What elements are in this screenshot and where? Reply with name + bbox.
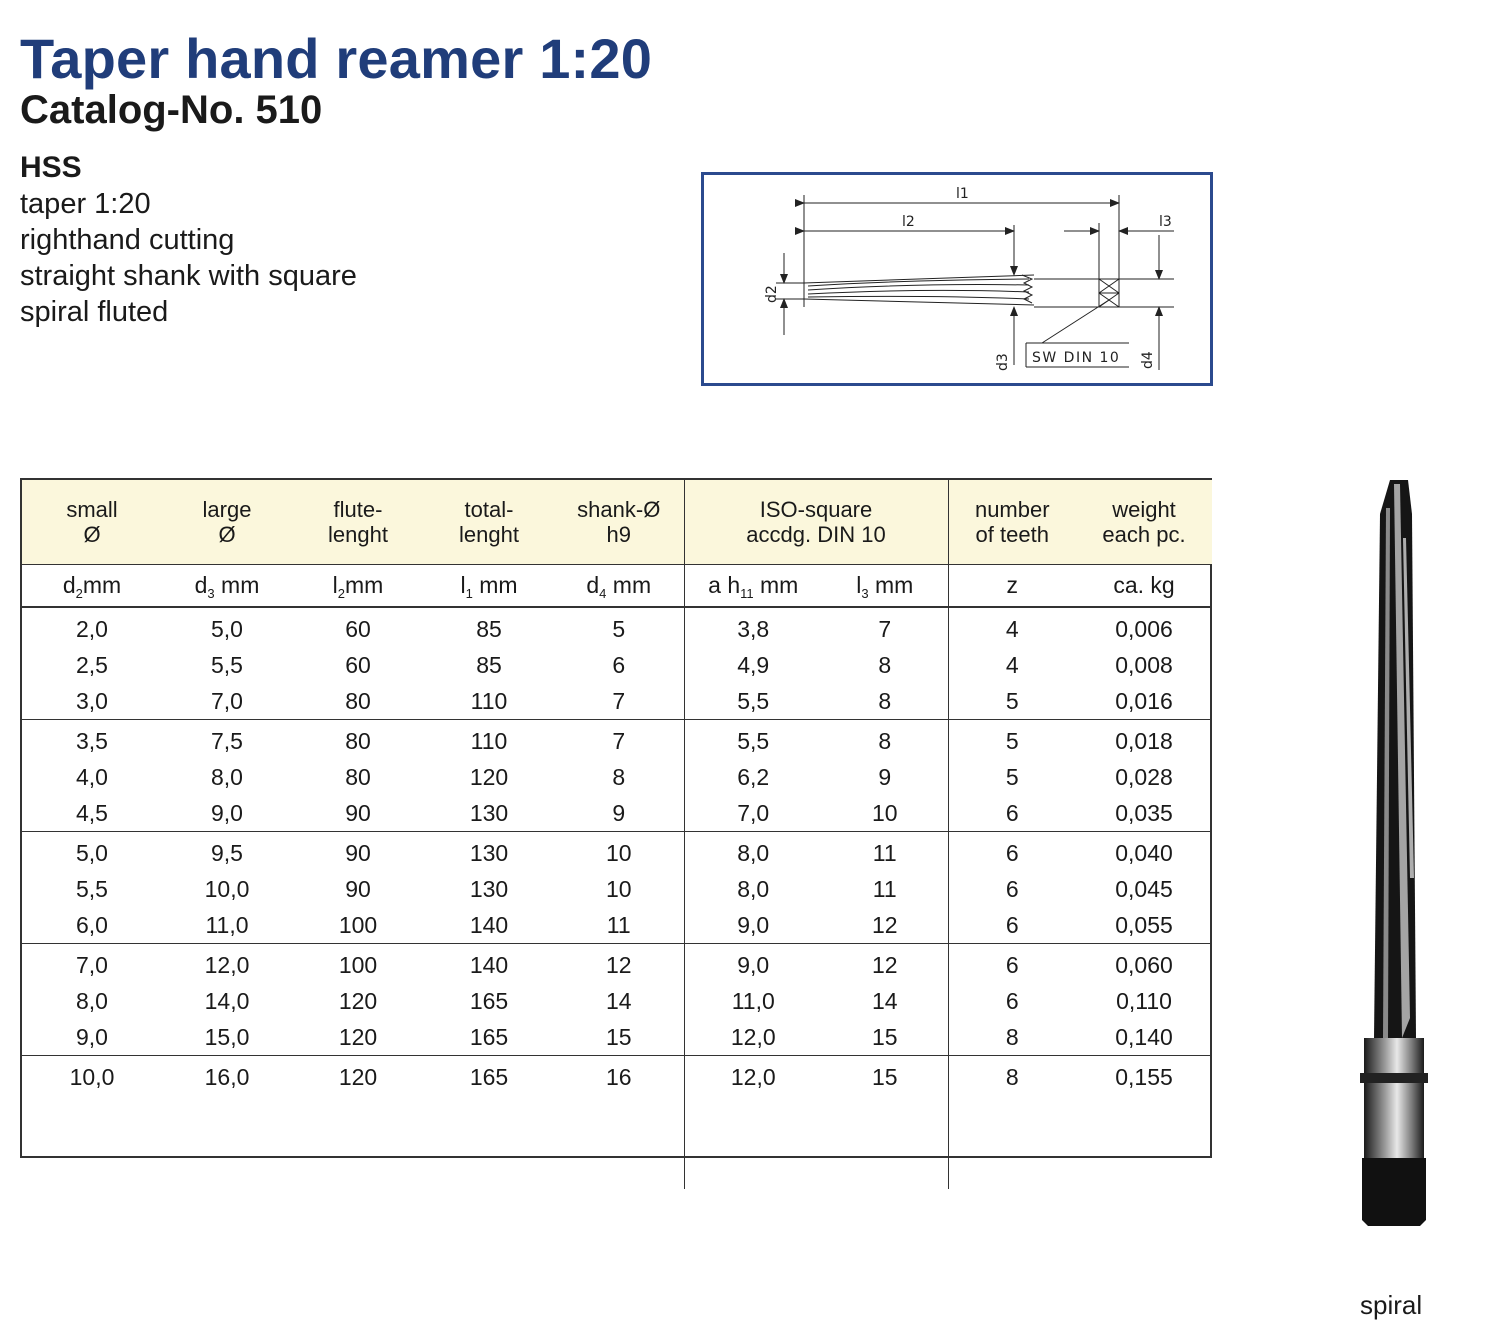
cell-d2: 4,5: [22, 795, 162, 832]
cell-l3: 14: [822, 983, 948, 1019]
cell-d4: 5: [554, 607, 684, 647]
table-row: [22, 683, 1212, 720]
table-row: [22, 759, 1212, 795]
cell-z: 4: [1005, 651, 1019, 678]
spec-list: [20, 150, 357, 330]
table-row: [22, 795, 1212, 832]
cell-weight: 0,035: [1076, 795, 1212, 832]
square-standard-label: SW DIN 10: [1032, 350, 1121, 366]
cell-weight: 0,140: [1076, 1019, 1212, 1056]
cell-weight: 0,008: [1115, 651, 1173, 678]
cell-a: 12,0: [730, 1063, 776, 1090]
cell-l3: 12: [822, 907, 948, 944]
cell-a: 8,0: [737, 875, 770, 902]
unit-z: z: [948, 565, 1076, 608]
header-small-diameter: small Ø: [22, 480, 162, 565]
cell-weight: 0,018: [1115, 727, 1173, 754]
cell-d4: 14: [554, 983, 684, 1019]
cell-d4: 7: [554, 683, 684, 720]
cell-l2: 80: [345, 763, 371, 790]
header-shank-diameter: shank-Ø h9: [554, 480, 684, 565]
cell-l1: 120: [469, 763, 509, 790]
table-filler-row: [22, 1095, 1212, 1189]
technical-drawing: [701, 172, 1213, 386]
cell-d2: 8,0: [76, 987, 108, 1014]
reamer-photo: [1350, 478, 1440, 1230]
empty-cell: [554, 1095, 684, 1189]
cell-a: 9,0: [684, 907, 822, 944]
cell-d4: 6: [554, 647, 684, 683]
cell-weight: 0,155: [1115, 1063, 1173, 1090]
cell-a: 12,0: [684, 1019, 822, 1056]
empty-cell: [684, 1095, 822, 1189]
cell-z: 5: [1005, 763, 1019, 790]
cell-l3: 11: [822, 871, 948, 907]
header-number-of-teeth: number of teeth: [948, 480, 1076, 565]
cell-d4: 15: [554, 1019, 684, 1056]
cell-weight: 0,060: [1115, 951, 1173, 978]
cell-a: 5,5: [684, 683, 822, 720]
cell-d3: 5,5: [211, 651, 243, 678]
header-weight: weight each pc.: [1076, 480, 1212, 565]
cell-l1: 85: [476, 615, 502, 642]
cell-d3: 7,5: [211, 727, 243, 754]
cell-z: 8: [1005, 1063, 1019, 1090]
cell-l1: 165: [469, 987, 509, 1014]
cell-d3: 10,0: [204, 875, 250, 902]
cell-l2: 60: [345, 615, 371, 642]
spec-line: spiral fluted: [20, 296, 169, 328]
empty-cell: [424, 1095, 554, 1189]
table-row: [22, 944, 1212, 984]
table-row: [22, 607, 1212, 647]
cell-l1: 85: [476, 651, 502, 678]
reamer-dimension-drawing: [704, 175, 1210, 383]
table-row: [22, 871, 1212, 907]
cell-d2: 3,0: [22, 683, 162, 720]
cell-l2: 120: [338, 987, 378, 1014]
header-total-length: total- lenght: [424, 480, 554, 565]
cell-d4: 11: [554, 907, 684, 944]
cell-weight: 0,040: [1115, 839, 1173, 866]
cell-l2: 120: [338, 1063, 378, 1090]
unit-kg: ca. kg: [1076, 565, 1212, 608]
spec-line: righthand cutting: [20, 224, 235, 256]
empty-cell: [948, 1095, 1076, 1189]
cell-l3: 15: [822, 1056, 948, 1096]
cell-l1: 140: [424, 907, 554, 944]
cell-z: 6: [1005, 951, 1019, 978]
header-iso-square: ISO-square accdg. DIN 10: [684, 480, 948, 565]
spec-table: [22, 480, 1212, 1189]
cell-d3: 16,0: [204, 1063, 250, 1090]
cell-d4: 16: [554, 1056, 684, 1096]
cell-a: 11,0: [731, 987, 775, 1014]
table-row: [22, 647, 1212, 683]
cell-l3: 10: [822, 795, 948, 832]
cell-l2: 100: [292, 907, 424, 944]
unit-d4: $d_4$ mm: [554, 565, 684, 608]
empty-cell: [22, 1095, 162, 1189]
cell-d3: 5,0: [211, 615, 243, 642]
cell-d3: 9,0: [162, 795, 292, 832]
cell-a: 9,0: [737, 951, 770, 978]
cell-l3: 12: [822, 944, 948, 984]
cell-d4: 7: [554, 720, 684, 760]
unit-d3: $d_3$ mm: [162, 565, 292, 608]
cell-d3: 14,0: [204, 987, 250, 1014]
units-row: [22, 565, 1212, 608]
dim-label-d3: d3: [995, 353, 1011, 371]
unit-l2: $l_2mm$: [292, 565, 424, 608]
cell-l3: 8: [822, 683, 948, 720]
cell-d2: 2,0: [76, 615, 108, 642]
cell-l3: 11: [822, 832, 948, 872]
cell-d2: 7,0: [76, 951, 108, 978]
cell-weight: 0,055: [1076, 907, 1212, 944]
cell-z: 6: [948, 795, 1076, 832]
cell-l1: 130: [469, 839, 509, 866]
cell-d2: 4,0: [76, 763, 108, 790]
cell-l2: 90: [345, 875, 371, 902]
cell-z: 4: [1005, 615, 1019, 642]
cell-d4: 9: [554, 795, 684, 832]
cell-d3: 8,0: [211, 763, 243, 790]
cell-l1: 110: [424, 683, 554, 720]
cell-z: 6: [1005, 987, 1019, 1014]
cell-z: 5: [1005, 727, 1019, 754]
dim-label-l2: l2: [902, 214, 915, 230]
catalog-number: Catalog-No. 510: [20, 88, 323, 132]
cell-d2: 9,0: [22, 1019, 162, 1056]
cell-d2: 5,0: [76, 839, 108, 866]
cell-l2: 80: [345, 727, 371, 754]
cell-l1: 130: [469, 875, 509, 902]
cell-l3: 9: [822, 759, 948, 795]
cell-l2: 90: [292, 795, 424, 832]
cell-l1: 165: [469, 1063, 509, 1090]
cell-z: 6: [1005, 839, 1019, 866]
header-large-diameter: large Ø: [162, 480, 292, 565]
cell-d3: 9,5: [211, 839, 243, 866]
cell-d2: 10,0: [69, 1063, 115, 1090]
cell-d3: 12,0: [204, 951, 250, 978]
material-label: HSS: [20, 151, 82, 184]
dim-label-d2: d2: [764, 285, 780, 303]
spec-line: straight shank with square: [20, 260, 357, 292]
unit-l1: $l_1$ mm: [424, 565, 554, 608]
cell-d2: 5,5: [76, 875, 108, 902]
cell-d3: 11,0: [162, 907, 292, 944]
cell-weight: 0,110: [1116, 987, 1172, 1014]
cell-d4: 12: [554, 944, 684, 984]
cell-d2: 6,0: [22, 907, 162, 944]
empty-cell: [1076, 1095, 1212, 1189]
table-row: [22, 983, 1212, 1019]
spec-line: taper 1:20: [20, 188, 151, 220]
dim-label-l1: l1: [956, 186, 969, 202]
dimension-table: [20, 478, 1212, 1158]
unit-l3: $l_3$ mm: [822, 565, 948, 608]
cell-z: 5: [948, 683, 1076, 720]
cell-z: 6: [1005, 875, 1019, 902]
dim-label-l3: l3: [1159, 214, 1172, 230]
table-row: [22, 907, 1212, 944]
cell-a: 5,5: [737, 727, 770, 754]
cell-l1: 110: [470, 727, 508, 754]
header-flute-length: flute- lenght: [292, 480, 424, 565]
cell-a: 8,0: [737, 839, 770, 866]
cell-d2: 2,5: [76, 651, 108, 678]
cell-l2: 100: [338, 951, 378, 978]
photo-caption: spiral: [1360, 1290, 1423, 1320]
cell-d3: 7,0: [162, 683, 292, 720]
cell-a: 6,2: [737, 763, 770, 790]
cell-l3: 15: [822, 1019, 948, 1056]
dim-label-d4: d4: [1140, 351, 1156, 369]
cell-l2: 60: [345, 651, 371, 678]
empty-cell: [822, 1095, 948, 1189]
cell-a: 4,9: [737, 651, 770, 678]
empty-cell: [162, 1095, 292, 1189]
cell-a: 7,0: [684, 795, 822, 832]
cell-l3: 8: [822, 647, 948, 683]
cell-l3: 7: [822, 607, 948, 647]
cell-z: 6: [948, 907, 1076, 944]
empty-cell: [292, 1095, 424, 1189]
table-body: [22, 607, 1212, 1189]
unit-a: a $h_{11}$ mm: [684, 565, 822, 608]
cell-weight: 0,016: [1076, 683, 1212, 720]
cell-l2: 80: [292, 683, 424, 720]
cell-a: 3,8: [737, 615, 770, 642]
table-row: [22, 832, 1212, 872]
unit-d2: $d_2mm$: [22, 565, 162, 608]
cell-z: 8: [948, 1019, 1076, 1056]
cell-d3: 15,0: [162, 1019, 292, 1056]
cell-d4: 10: [554, 871, 684, 907]
cell-l1: 140: [469, 951, 509, 978]
table-row: [22, 1056, 1212, 1096]
cell-weight: 0,028: [1115, 763, 1173, 790]
cell-l2: 90: [345, 839, 371, 866]
page-title: Taper hand reamer 1:20: [20, 27, 653, 90]
cell-weight: 0,045: [1115, 875, 1173, 902]
cell-l2: 120: [292, 1019, 424, 1056]
cell-l1: 130: [424, 795, 554, 832]
table-row: [22, 1019, 1212, 1056]
cell-weight: 0,006: [1115, 615, 1173, 642]
cell-d2: 3,5: [76, 727, 108, 754]
cell-d4: 10: [554, 832, 684, 872]
cell-l3: 8: [822, 720, 948, 760]
cell-l1: 165: [424, 1019, 554, 1056]
table-row: [22, 720, 1212, 760]
cell-d4: 8: [554, 759, 684, 795]
